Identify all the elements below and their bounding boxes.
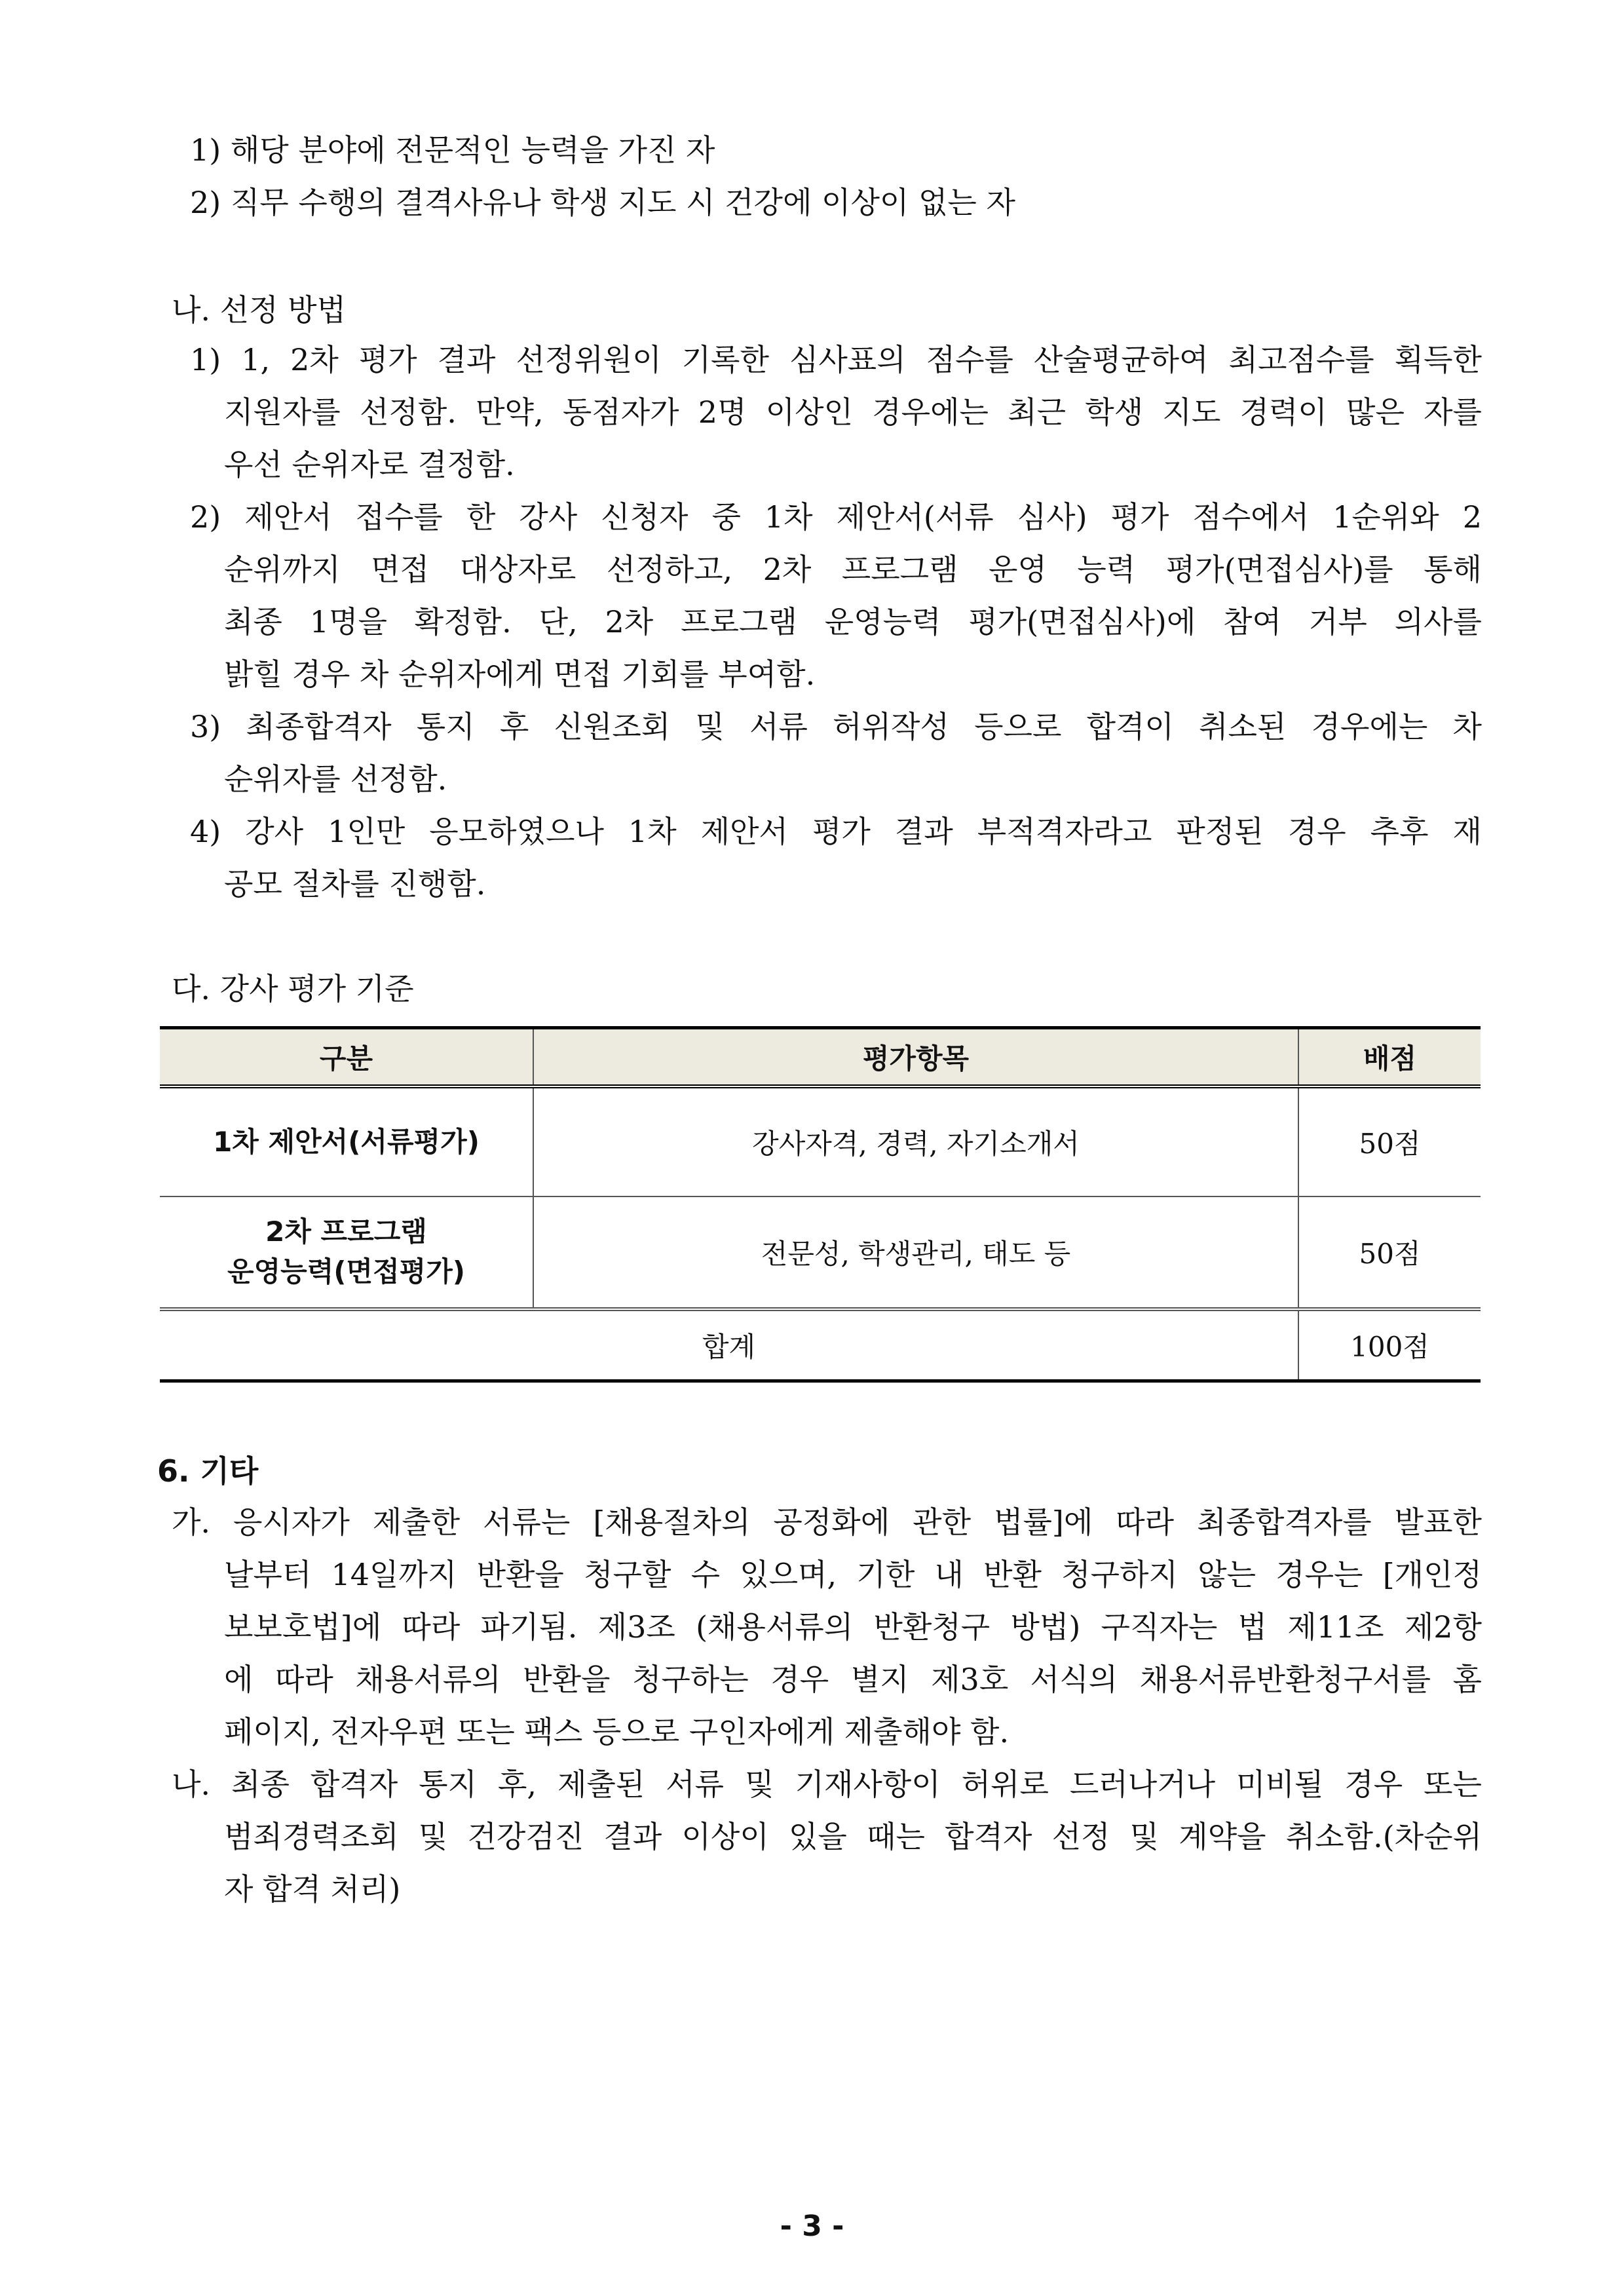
row-2-items: 전문성, 학생관리, 태도 등 [533,1196,1298,1309]
row-1-score: 50점 [1298,1086,1481,1196]
selection-item-1-line-1: 1) 1, 2차 평가 결과 선정위원이 기록한 심사표의 점수를 산술평균하여 최고점수를 획득한 [190,342,1482,377]
row-1-category: 1차 제안서(서류평가) [160,1086,533,1196]
other-item-2-line-3: 자 합격 처리) [224,1871,401,1907]
other-item-1-line-4: 에 따라 채용서류의 반환을 청구하는 경우 별지 제3호 서식의 채용서류반환청구서를 홈 [224,1662,1482,1697]
qualification-2: 2) 직무 수행의 결격사유나 학생 지도 시 건강에 이상이 없는 자 [190,185,1015,220]
selection-item-2-line-3: 최종 1명을 확정함. 단, 2차 프로그램 운영능력 평가(면접심사)에 참여 거부 의사를 [224,604,1482,640]
header-score: 배점 [1298,1028,1481,1087]
selection-item-2-line-1: 2) 제안서 접수를 한 강사 신청자 중 1차 제안서(서류 심사) 평가 점수에서 1순위와 2 [190,499,1482,535]
selection-item-1-line-3: 우선 순위자로 결정함. [224,447,515,482]
row-2-score: 50점 [1298,1196,1481,1309]
row-2-category-line-1: 2차 프로그램 [265,1215,427,1248]
selection-item-2-line-4: 밝힐 경우 차 순위자에게 면접 기회를 부여함. [224,657,816,692]
total-score: 100점 [1298,1309,1481,1381]
selection-item-4-line-2: 공모 절차를 진행함. [224,866,486,902]
other-item-2-line-2: 범죄경력조회 및 건강검진 결과 이상이 있을 때는 합격자 선정 및 계약을 취소함.(차순위 [224,1819,1482,1854]
total-row [160,1309,1481,1381]
other-item-2-line-1: 나. 최종 합격자 통지 후, 제출된 서류 및 기재사항이 허위로 드러나거나 미비될 경우 또는 [172,1767,1482,1802]
qualification-1: 1) 해당 분야에 전문적인 능력을 가진 자 [190,132,715,168]
criteria-header-row [160,1028,1481,1087]
selection-item-1-line-2: 지원자를 선정함. 만약, 동점자가 2명 이상인 경우에는 최근 학생 지도 경력이 많은 자를 [224,394,1482,430]
selection-item-3-line-2: 순위자를 선정함. [224,761,447,797]
other-item-1-line-5: 페이지, 전자우편 또는 팩스 등으로 구인자에게 제출해야 함. [224,1714,1010,1750]
total-label: 합계 [160,1309,1298,1381]
selection-item-2-line-2: 순위까지 면접 대상자로 선정하고, 2차 프로그램 운영 능력 평가(면접심사)를 통해 [224,552,1482,587]
criteria-heading: 다. 강사 평가 기준 [172,971,414,1006]
page-number: - 3 - [780,2210,844,2243]
other-item-1-line-1: 가. 응시자가 제출한 서류는 [채용절차의 공정화에 관한 법률]에 따라 최종합격자를 발표한 [172,1504,1482,1540]
row-2-category [160,1196,533,1309]
criteria-table [160,1026,1481,1383]
table-row [160,1086,1481,1196]
header-category: 구분 [160,1028,533,1087]
row-2-category-line-2: 운영능력(면접평가) [227,1255,465,1288]
selection-item-4-line-1: 4) 강사 1인만 응모하였으나 1차 제안서 평가 결과 부적격자라고 판정된 경우 추후 재 [190,814,1482,849]
row-1-items: 강사자격, 경력, 자기소개서 [533,1086,1298,1196]
selection-heading: 나. 선정 방법 [172,292,347,328]
selection-item-3-line-1: 3) 최종합격자 통지 후 신원조회 및 서류 허위작성 등으로 합격이 취소된 경우에는 차 [190,709,1482,744]
table-row [160,1196,1481,1309]
other-item-1-line-2: 날부터 14일까지 반환을 청구할 수 있으며, 기한 내 반환 청구하지 않는 경우는 [개인정 [224,1557,1482,1592]
other-heading: 6. 기타 [157,1453,259,1489]
other-item-1-line-3: 보보호법]에 따라 파기됨. 제3조 (채용서류의 반환청구 방법) 구직자는 법 제11조 제2항 [224,1609,1482,1645]
header-items: 평가항목 [533,1028,1298,1087]
